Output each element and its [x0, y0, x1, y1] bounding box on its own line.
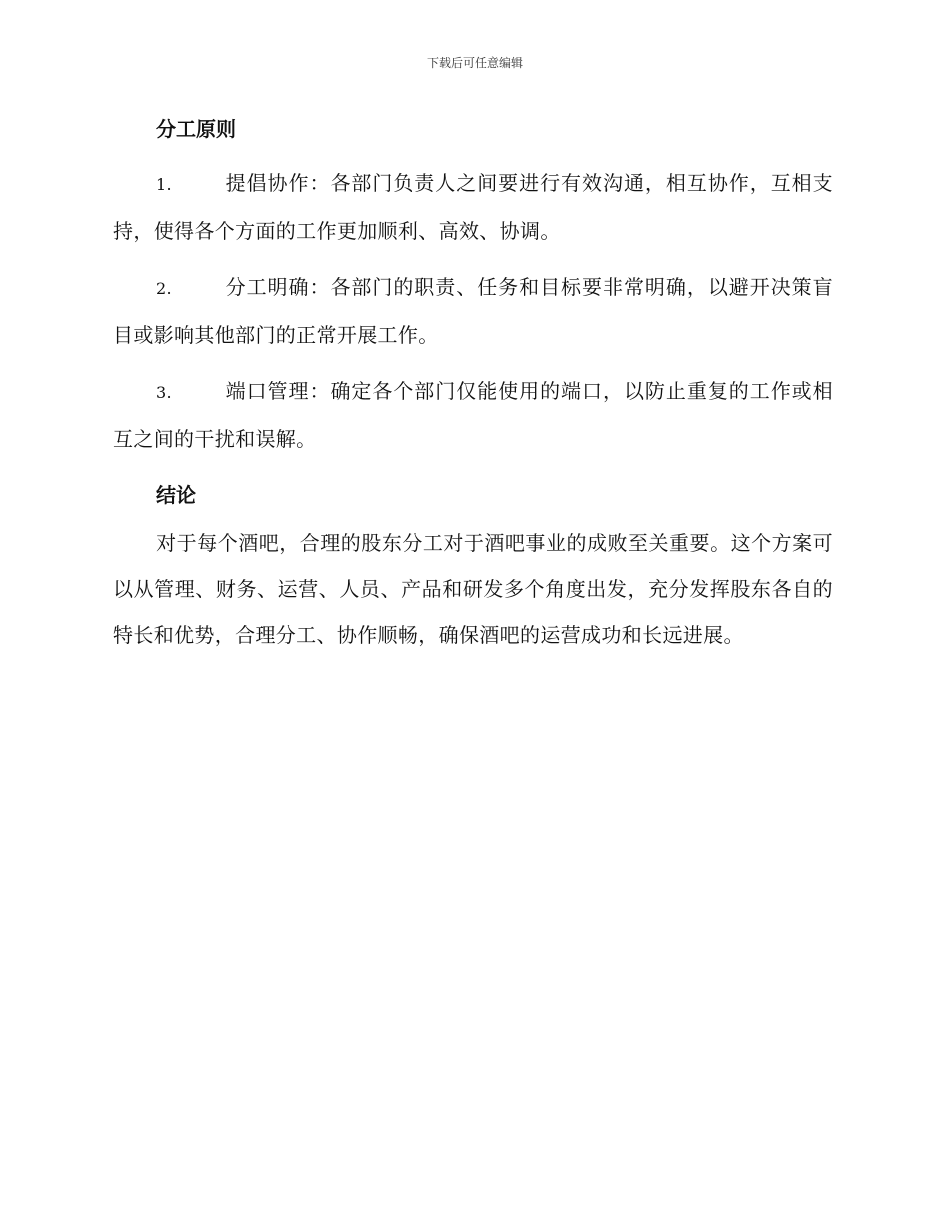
list-item — [113, 368, 833, 462]
list-item-text: 分工明确：各部门的职责、任务和目标要非常明确，以避开决策盲目或影响其他部门的正常开展工作。 — [113, 275, 833, 347]
section-heading-division-principles: 分工原则 — [156, 117, 236, 141]
list-item-number: 1. — [156, 175, 172, 194]
section-heading-conclusion: 结论 — [156, 483, 196, 507]
list-item-number: 2. — [156, 279, 172, 298]
document-body — [113, 110, 833, 658]
conclusion-paragraph — [113, 520, 833, 658]
page-header: 下载后可任意编辑 — [426, 56, 523, 70]
list-item — [113, 264, 833, 358]
conclusion-text: 对于每个酒吧，合理的股东分工对于酒吧事业的成败至关重要。这个方案可以从管理、财务、运营、人员、产品和研发多个角度出发，充分发挥股东各自的特长和优势，合理分工、协作顺畅，确保酒吧的运营成功和长远进展。 — [113, 531, 833, 647]
list-item-text: 提倡协作：各部门负责人之间要进行有效沟通，相互协作，互相支持，使得各个方面的工作更加顺利、高效、协调。 — [113, 171, 833, 243]
list-item-text: 端口管理：确定各个部门仅能使用的端口，以防止重复的工作或相互之间的干扰和误解。 — [113, 379, 833, 451]
principles-list — [113, 160, 833, 462]
list-item-number: 3. — [156, 383, 172, 402]
list-item — [113, 160, 833, 254]
